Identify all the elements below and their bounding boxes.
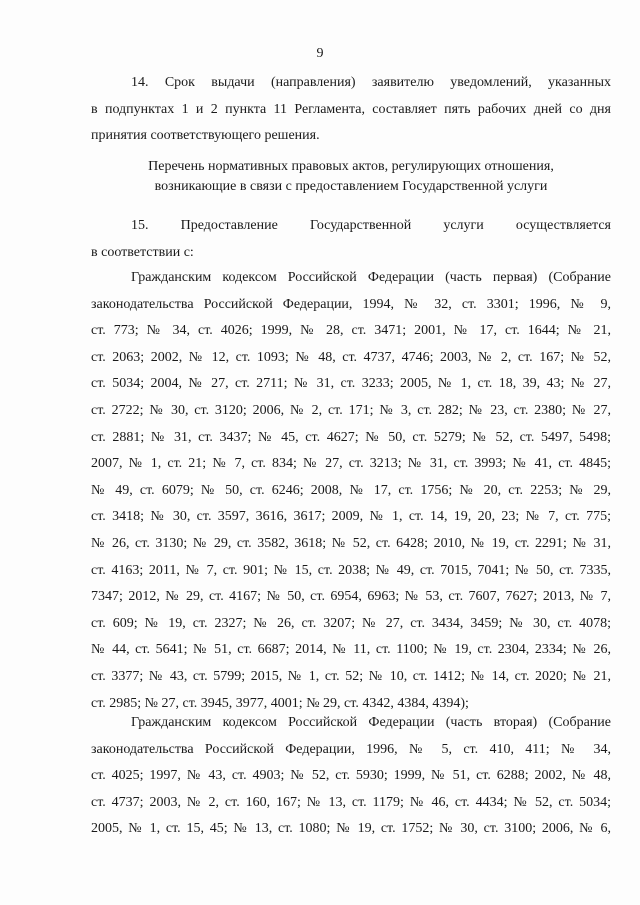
text-line: ст. 3418; № 30, ст. 3597, 3616, 3617; 2009, № 1, ст. 14, 19, 20, 23; № 7, ст. 775;	[91, 509, 611, 525]
text-line: ст. 4737; 2003, № 2, ст. 160, 167; № 13, ст. 1179; № 46, ст. 4434; № 52, ст. 5034;	[91, 794, 611, 810]
text-line: ст. 2722; № 30, ст. 3120; 2006, № 2, ст. 171; № 3, ст. 282; № 23, ст. 2380; № 27,	[91, 402, 611, 418]
text-line: ст. 773; № 34, ст. 4026; 1999, № 28, ст. 3471; 2001, № 17, ст. 1644; № 21,	[91, 323, 611, 339]
text-line: 15. Предоставление Государственной услуги осуществляется	[131, 218, 611, 233]
text-line: ст. 5034; 2004, № 27, ст. 2711; № 31, ст. 3233; 2005, № 1, ст. 18, 39, 43; № 27,	[91, 376, 611, 392]
text-line: законодательства Российской Федерации, 1994, № 32, ст. 3301; 1996, № 9,	[91, 296, 611, 312]
text-line: 14. Срок выдачи (направления) заявителю уведомлений, указанных	[131, 75, 611, 90]
section-heading	[91, 157, 611, 196]
text-line: ст. 2881; № 31, ст. 3437; № 45, ст. 4627; № 50, ст. 5279; № 52, ст. 5497, 5498;	[91, 429, 611, 445]
item-15	[91, 213, 611, 266]
text-line: 7347; 2012, № 29, ст. 4167; № 50, ст. 6954, 6963; № 53, ст. 7607, 7627; 2013, № 7,	[91, 589, 611, 605]
page-number: 9	[316, 46, 324, 61]
text-line: ст. 2063; 2002, № 12, ст. 1093; № 48, ст. 4737, 4746; 2003, № 2, ст. 167; № 52,	[91, 349, 611, 365]
text-line: в соответствии с:	[91, 244, 194, 260]
text-line: Гражданским кодексом Российской Федерации (часть вторая) (Собрание	[131, 715, 611, 730]
text-line: ст. 2985; № 27, ст. 3945, 3977, 4001; № 29, ст. 4342, 4384, 4394);	[91, 695, 469, 711]
text-line: № 49, ст. 6079; № 50, ст. 6246; 2008, № 17, ст. 1756; № 20, ст. 2253; № 29,	[91, 482, 611, 498]
text-line: ст. 3377; № 43, ст. 5799; 2015, № 1, ст. 52; № 10, ст. 1412; № 14, ст. 2020; № 21,	[91, 668, 611, 684]
text-line: 2007, № 1, ст. 21; № 7, ст. 834; № 27, ст. 3213; № 31, ст. 3993; № 41, ст. 4845;	[91, 456, 611, 472]
heading-line: возникающие в связи с предоставлением Государственной услуги	[154, 178, 548, 194]
text-line: в подпунктах 1 и 2 пункта 11 Регламента, составляет пять рабочих дней со дня	[91, 101, 611, 117]
text-line: № 44, ст. 5641; № 51, ст. 6687; 2014, № 11, ст. 1100; № 19, ст. 2304, 2334; № 26,	[91, 642, 611, 658]
text-line: 2005, № 1, ст. 15, 45; № 13, ст. 1080; № 19, ст. 1752; № 30, ст. 3100; 2006, № 6,	[91, 821, 611, 837]
item-14	[91, 70, 611, 150]
text-line: ст. 4163; 2011, № 7, ст. 901; № 15, ст. 2038; № 49, ст. 7015, 7041; № 50, ст. 7335,	[91, 562, 611, 578]
text-line: законодательства Российской Федерации, 1996, № 5, ст. 410, 411; № 34,	[91, 741, 611, 757]
text-line: № 26, ст. 3130; № 29, ст. 3582, 3618; № 52, ст. 6428; 2010, № 19, ст. 2291; № 31,	[91, 535, 611, 551]
heading-line: Перечень нормативных правовых актов, регулирующих отношения,	[148, 159, 554, 174]
text-line: ст. 4025; 1997, № 43, ст. 4903; № 52, ст. 5930; 1999, № 51, ст. 6288; 2002, № 48,	[91, 768, 611, 784]
text-line: принятия соответствующего решения.	[91, 128, 320, 144]
civil-code-part2-paragraph	[91, 710, 611, 843]
text-line: Гражданским кодексом Российской Федерации (часть первая) (Собрание	[131, 270, 611, 285]
text-line: ст. 609; № 19, ст. 2327; № 26, ст. 3207; № 27, ст. 3434, 3459; № 30, ст. 4078;	[91, 615, 611, 631]
civil-code-part1-paragraph	[91, 265, 611, 717]
